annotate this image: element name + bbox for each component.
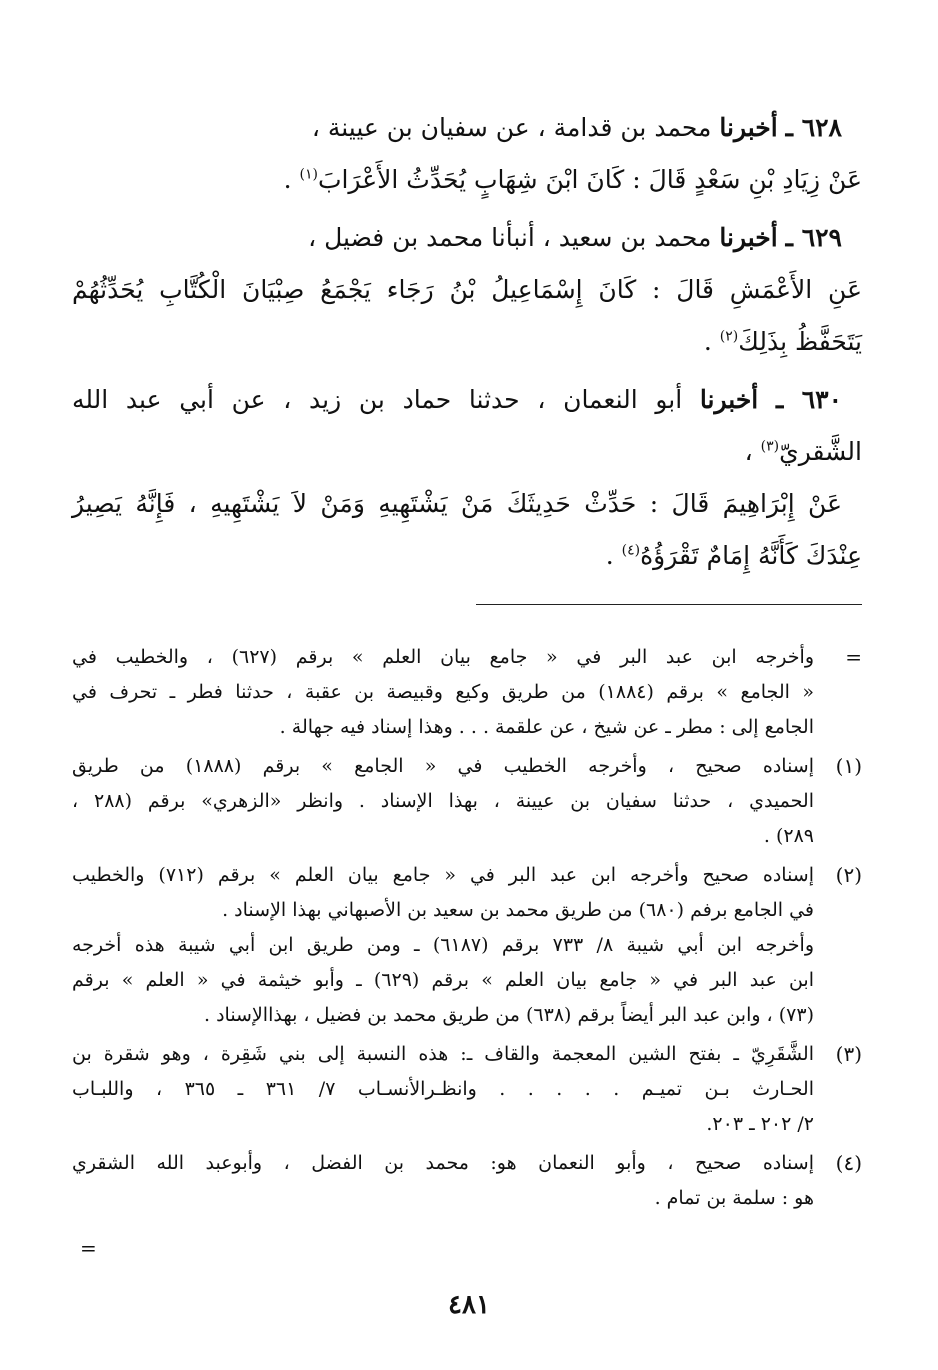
isnad-text: الشَّقريّ bbox=[779, 437, 862, 466]
footnote-body bbox=[72, 749, 814, 854]
footnote-body bbox=[72, 858, 814, 1033]
transmission-label: أخبرنا bbox=[699, 385, 759, 414]
punctuation: . bbox=[283, 165, 300, 194]
footnote-body bbox=[72, 1037, 814, 1142]
footnote-line: الحميدي ، حدثنا سفيان بن عيينة ، بهذا الإسناد . وانظر «الزهري» برقم (٢٨٨ ، bbox=[72, 790, 814, 812]
footnote-4 bbox=[72, 1146, 862, 1216]
footnote-line: وأخرجه ابن أبي شيبة ٨/ ٧٣٣ برقم (٦١٨٧) ـ ومن طريق ابن أبي شيبة هذه أخرجه bbox=[72, 934, 814, 956]
footnote-marker: = bbox=[845, 645, 862, 669]
footnote-2 bbox=[72, 858, 862, 1033]
footnote-body bbox=[72, 640, 814, 745]
footnote-line: الشَّقَرِيّ ـ بفتح الشين المعجمة والقاف ـ: هذه النسبة إلى بني شَقِرة ، وهو شقرة بن bbox=[72, 1043, 814, 1065]
punctuation: . bbox=[703, 327, 720, 356]
footnote-ref[interactable]: (١) bbox=[299, 166, 318, 183]
footnote-line: وأخرجه ابن عبد البر في « جامع بيان العلم » برقم (٦٢٧) ، والخطيب في bbox=[72, 646, 814, 668]
transmission-label: أخبرنا bbox=[719, 223, 778, 252]
isnad-text: محمد بن سعيد ، أنبأنا محمد بن فضيل ، bbox=[308, 223, 712, 252]
footnote-line: ابن عبد البر في « جامع بيان العلم » برقم (٦٢٩) ـ وأبو خيثمة في « العلم » برقم bbox=[72, 969, 814, 991]
hadith-number: ٦٣٠ ـ bbox=[775, 385, 843, 414]
footnote-line: ٢٨٩) . bbox=[763, 825, 814, 847]
footnote-line: في الجامع برفم (٦٨٠) من طريق محمد بن سعيد بن الأصبهاني بهذا الإسناد . bbox=[222, 899, 814, 921]
footnotes bbox=[72, 640, 862, 1220]
footnote-ref[interactable]: (٤) bbox=[621, 542, 641, 559]
footnote-marker: (٤) bbox=[835, 1151, 862, 1175]
hadith-629-text-line1 bbox=[72, 264, 862, 316]
footnote-line: إسناده صحيح ، وأبو النعمان هو: محمد بن الفضل ، وأبوعبد الله الشقري bbox=[72, 1152, 814, 1174]
footnote-marker: (٢) bbox=[835, 863, 862, 887]
hadith-628-chain bbox=[72, 102, 862, 154]
footnote-line: هو : سلمة بن تمام . bbox=[654, 1187, 814, 1209]
hadith-number: ٦٢٨ ـ bbox=[785, 113, 842, 142]
punctuation: . bbox=[605, 541, 622, 570]
footnote-body bbox=[72, 1146, 814, 1216]
footnote-line: الجامع إلى : مطر ـ عن شيخ ، عن علقمة . . . وهذا إسناد فيه جهالة . bbox=[279, 716, 814, 738]
footnote-line: « الجامع » برقم (١٨٨٤) من طريق وكيع وقبيصة بن عقبة ، حدثنا فطر ـ تحرف في bbox=[72, 681, 814, 703]
footnote-line: ٢/ ٢٠٢ ـ ٢٠٣. bbox=[706, 1113, 814, 1135]
hadith-630-chain-line2 bbox=[72, 426, 862, 478]
footnote-line: (٧٣) ، وابن عبد البر أيضاً برقم (٦٣٨) من طريق محمد بن فضيل ، بهذاالإسناد . bbox=[203, 1004, 814, 1026]
footnote-line: إسناده صحيح وأخرجه ابن عبد البر في « جامع بيان العلم » برقم (٧١٢) والخطيب bbox=[72, 864, 815, 886]
matn-text: عَنْ زِيَادِ بْنِ سَعْدٍ قَالَ : كَانَ ابْنَ شِهَابٍ يُحَدِّثُ الأَعْرَابَ bbox=[317, 165, 862, 194]
footnote-3 bbox=[72, 1037, 862, 1142]
footnote-marker: (١) bbox=[835, 754, 862, 778]
hadith-630-text-line2 bbox=[72, 530, 862, 582]
continuation-marker: = bbox=[80, 1236, 97, 1260]
hadith-629-chain bbox=[72, 212, 862, 264]
matn-text: يَتَحَفَّظُ بِذَلِكَ bbox=[738, 327, 862, 356]
footnote-ref[interactable]: (٢) bbox=[719, 328, 739, 345]
hadith-number: ٦٢٩ ـ bbox=[785, 223, 842, 252]
footnote-continuation bbox=[72, 640, 862, 745]
footnote-line: إسناده صحيح ، وأخرجه الخطيب في « الجامع » برقم (١٨٨٨) من طريق bbox=[72, 755, 815, 777]
page-number: ٤٨١ bbox=[448, 1290, 490, 1320]
hadith-629-text-line2 bbox=[72, 316, 862, 368]
matn-text: عَنِ الأَعْمَشِ قَالَ : كَانَ إِسْمَاعِيلُ بْنُ رَجَاء يَجْمَعُ صِبْيَانَ الْكُتَّابِ يُحَدِّثُهُمْ bbox=[72, 275, 862, 304]
main-text bbox=[72, 102, 862, 582]
footnote-divider bbox=[476, 604, 862, 605]
hadith-630-text-line1 bbox=[72, 478, 862, 530]
footnote-1 bbox=[72, 749, 862, 854]
footnote-marker: (٣) bbox=[835, 1042, 862, 1066]
footnote-line: الحـارث بـن تميـم . . . . . وانظـرالأنسـاب ٧/ ٣٦١ ـ ٣٦٥ ، واللبـاب bbox=[72, 1078, 814, 1100]
transmission-label: أخبرنا bbox=[719, 113, 778, 142]
isnad-text: محمد بن قدامة ، عن سفيان بن عيينة ، bbox=[311, 113, 712, 142]
punctuation: ، bbox=[744, 437, 761, 466]
isnad-text: أبو النعمان ، حدثنا حماد بن زيد ، عن أبي عبد الله bbox=[72, 385, 683, 414]
matn-text: عِنْدَكَ كَأَنَّهُ إِمَامٌ تَقْرَؤُهُ bbox=[640, 541, 862, 570]
hadith-628-text bbox=[72, 154, 862, 206]
matn-text: عَنْ إِبْرَاهِيمَ قَالَ : حَدِّثْ حَدِيثَكَ مَنْ يَشْتَهِيهِ وَمَنْ لاَ يَشْتَهِيهِ ، فَإِنَّهُ يَصِيرُ bbox=[72, 489, 842, 518]
hadith-630-chain-line1 bbox=[72, 374, 862, 426]
footnote-ref[interactable]: (٣) bbox=[760, 438, 780, 455]
